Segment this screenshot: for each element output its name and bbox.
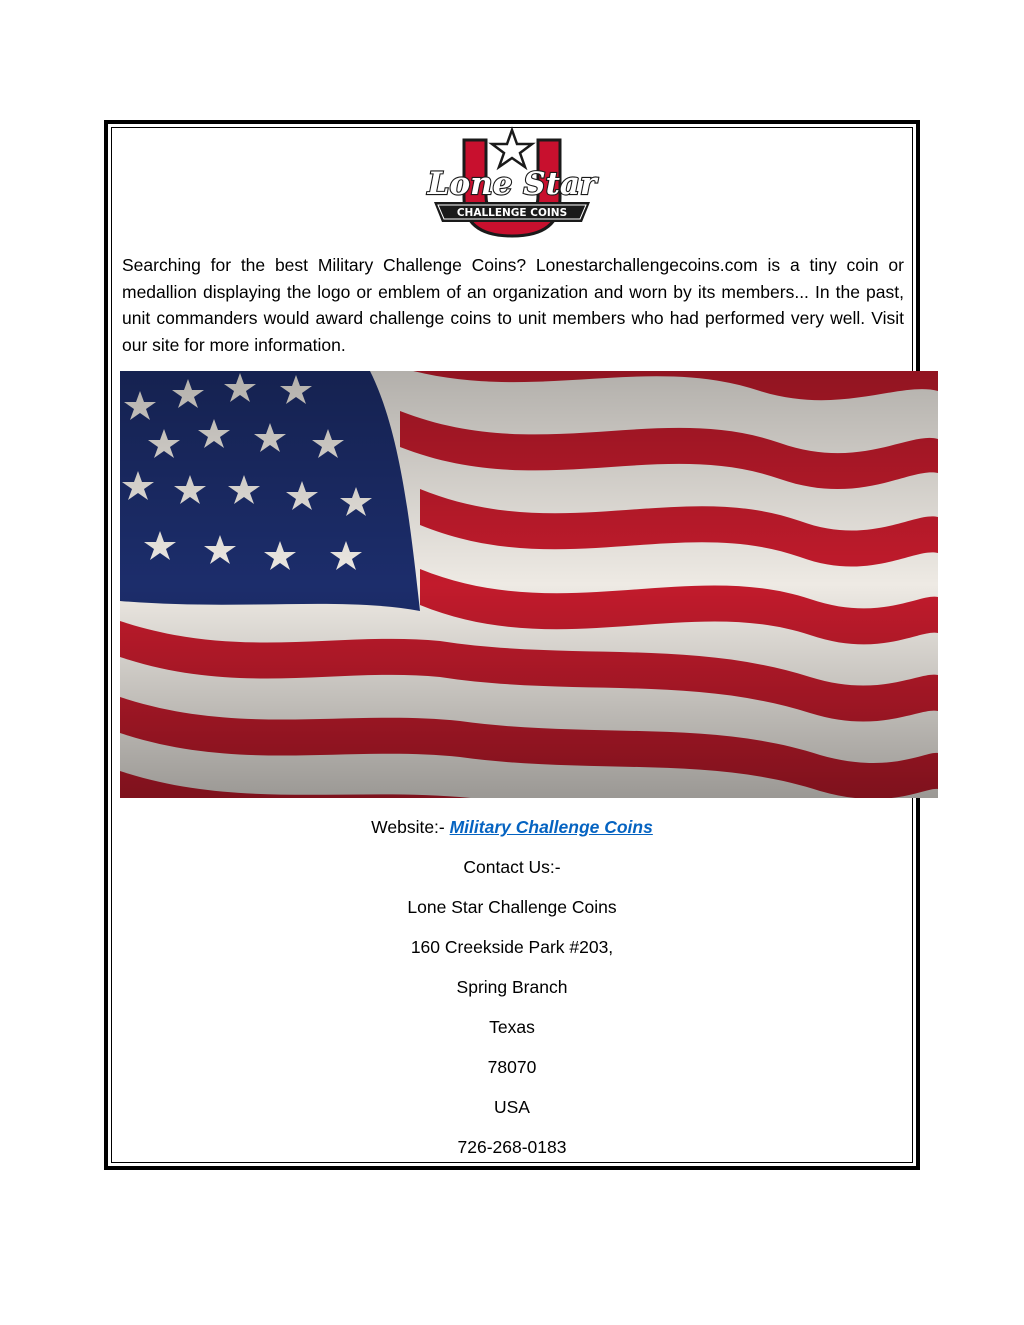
flag-graphic	[120, 371, 938, 798]
contact-us-label: Contact Us:-	[463, 857, 561, 877]
zip-code: 78070	[487, 1057, 537, 1077]
street-address: 160 Creekside Park #203,	[410, 937, 614, 957]
logo-script-text: Lone Star	[427, 166, 597, 202]
state: Texas	[489, 1017, 535, 1037]
american-flag-image	[120, 371, 938, 798]
flag-shading	[120, 371, 938, 798]
city: Spring Branch	[456, 977, 568, 997]
company-name: Lone Star Challenge Coins	[407, 897, 617, 917]
website-label: Website:-	[371, 817, 450, 837]
country: USA	[494, 1097, 530, 1117]
logo-banner-text: CHALLENGE COINS	[456, 207, 568, 219]
intro-paragraph: Searching for the best Military Challenge Coins? Lonestarchallengecoins.com is a tiny coin or medallion displaying the logo or emblem of an organization and worn by its members... In the past, unit commanders would award challenge coins to unit members who had performed very well. Visit our site for more information.	[122, 255, 904, 355]
logo-graphic	[420, 126, 604, 244]
contact-section	[104, 812, 920, 1172]
website-line	[104, 812, 920, 852]
lone-star-logo	[420, 126, 604, 244]
phone-number: 726-268-0183	[457, 1137, 567, 1157]
website-link[interactable]: Military Challenge Coins	[449, 817, 653, 837]
logo-star-icon	[492, 130, 532, 167]
